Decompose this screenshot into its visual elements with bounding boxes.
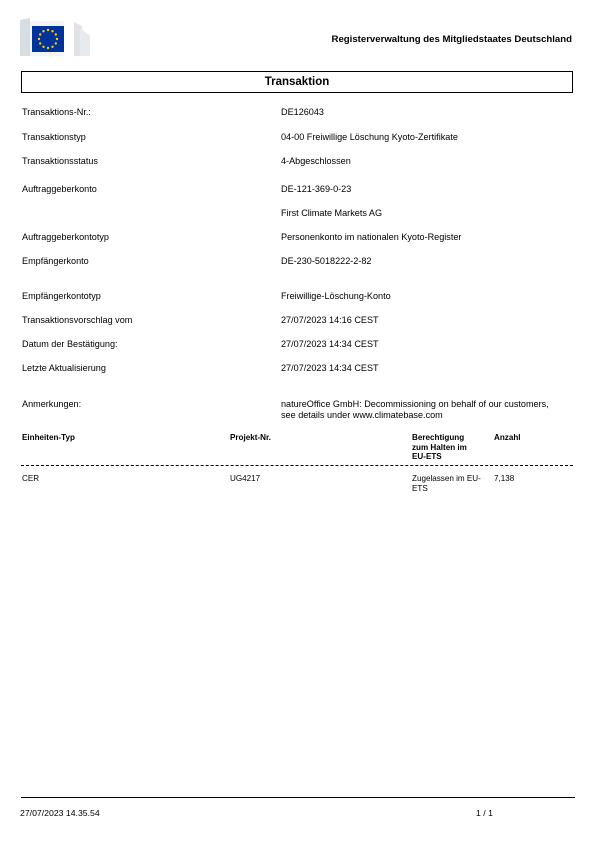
last-update-value: 27/07/2023 14:34 CEST — [281, 363, 379, 373]
transaction-type-label: Transaktionstyp — [22, 132, 86, 142]
footer-divider — [21, 797, 575, 798]
column-header-unit-type: Einheiten-Typ — [22, 433, 75, 442]
proposed-date-label: Transaktionsvorschlag vom — [22, 315, 133, 325]
confirmed-date-value: 27/07/2023 14:34 CEST — [281, 339, 379, 349]
column-header-eligibility: Berechtigung zum Halten im EU-ETS — [412, 433, 467, 461]
notes-value: natureOffice GmbH: Decommissioning on behalf of our customers, see details under www.climatebase.com — [281, 399, 549, 420]
column-header-project: Projekt-Nr. — [230, 433, 271, 442]
eu-flag-logo — [18, 18, 92, 56]
table-divider — [21, 465, 573, 466]
column-header-quantity: Anzahl — [494, 433, 521, 442]
transaction-status-value: 4-Abgeschlossen — [281, 156, 351, 166]
cell-quantity: 7,138 — [494, 474, 515, 483]
originating-account-label: Auftraggeberkonto — [22, 184, 97, 194]
originating-account-holder: First Climate Markets AG — [281, 208, 383, 218]
transaction-type-value: 04-00 Freiwillige Löschung Kyoto-Zertifikate — [281, 132, 458, 142]
originating-account-type-value: Personenkonto im nationalen Kyoto-Register — [281, 232, 462, 242]
recipient-account-value: DE-230-5018222-2-82 — [281, 256, 372, 266]
recipient-account-label: Empfängerkonto — [22, 256, 89, 266]
cell-project: UG4217 — [230, 474, 261, 483]
transaction-number-label: Transaktions-Nr.: — [22, 107, 91, 117]
header-title: Registerverwaltung des Mitgliedstaates Deutschland — [331, 34, 572, 45]
cell-eligibility: Zugelassen im EU-ETS — [412, 474, 481, 493]
cell-unit-type: CER — [22, 474, 40, 483]
last-update-label: Letzte Aktualisierung — [22, 363, 106, 373]
proposed-date-value: 27/07/2023 14:16 CEST — [281, 315, 379, 325]
notes-label: Anmerkungen: — [22, 399, 82, 409]
transaction-number-value: DE126043 — [281, 107, 324, 117]
recipient-account-type-label: Empfängerkontotyp — [22, 291, 101, 301]
recipient-account-type-value: Freiwillige-Löschung-Konto — [281, 291, 391, 301]
footer-timestamp: 27/07/2023 14.35.54 — [20, 808, 100, 818]
originating-account-type-label: Auftraggeberkontotyp — [22, 232, 109, 242]
originating-account-value: DE-121-369-0-23 — [281, 184, 352, 194]
transaction-status-label: Transaktionsstatus — [22, 156, 98, 166]
confirmed-date-label: Datum der Bestätigung: — [22, 339, 118, 349]
section-title: Transaktion — [21, 71, 573, 93]
page-number: 1 / 1 — [476, 808, 493, 818]
